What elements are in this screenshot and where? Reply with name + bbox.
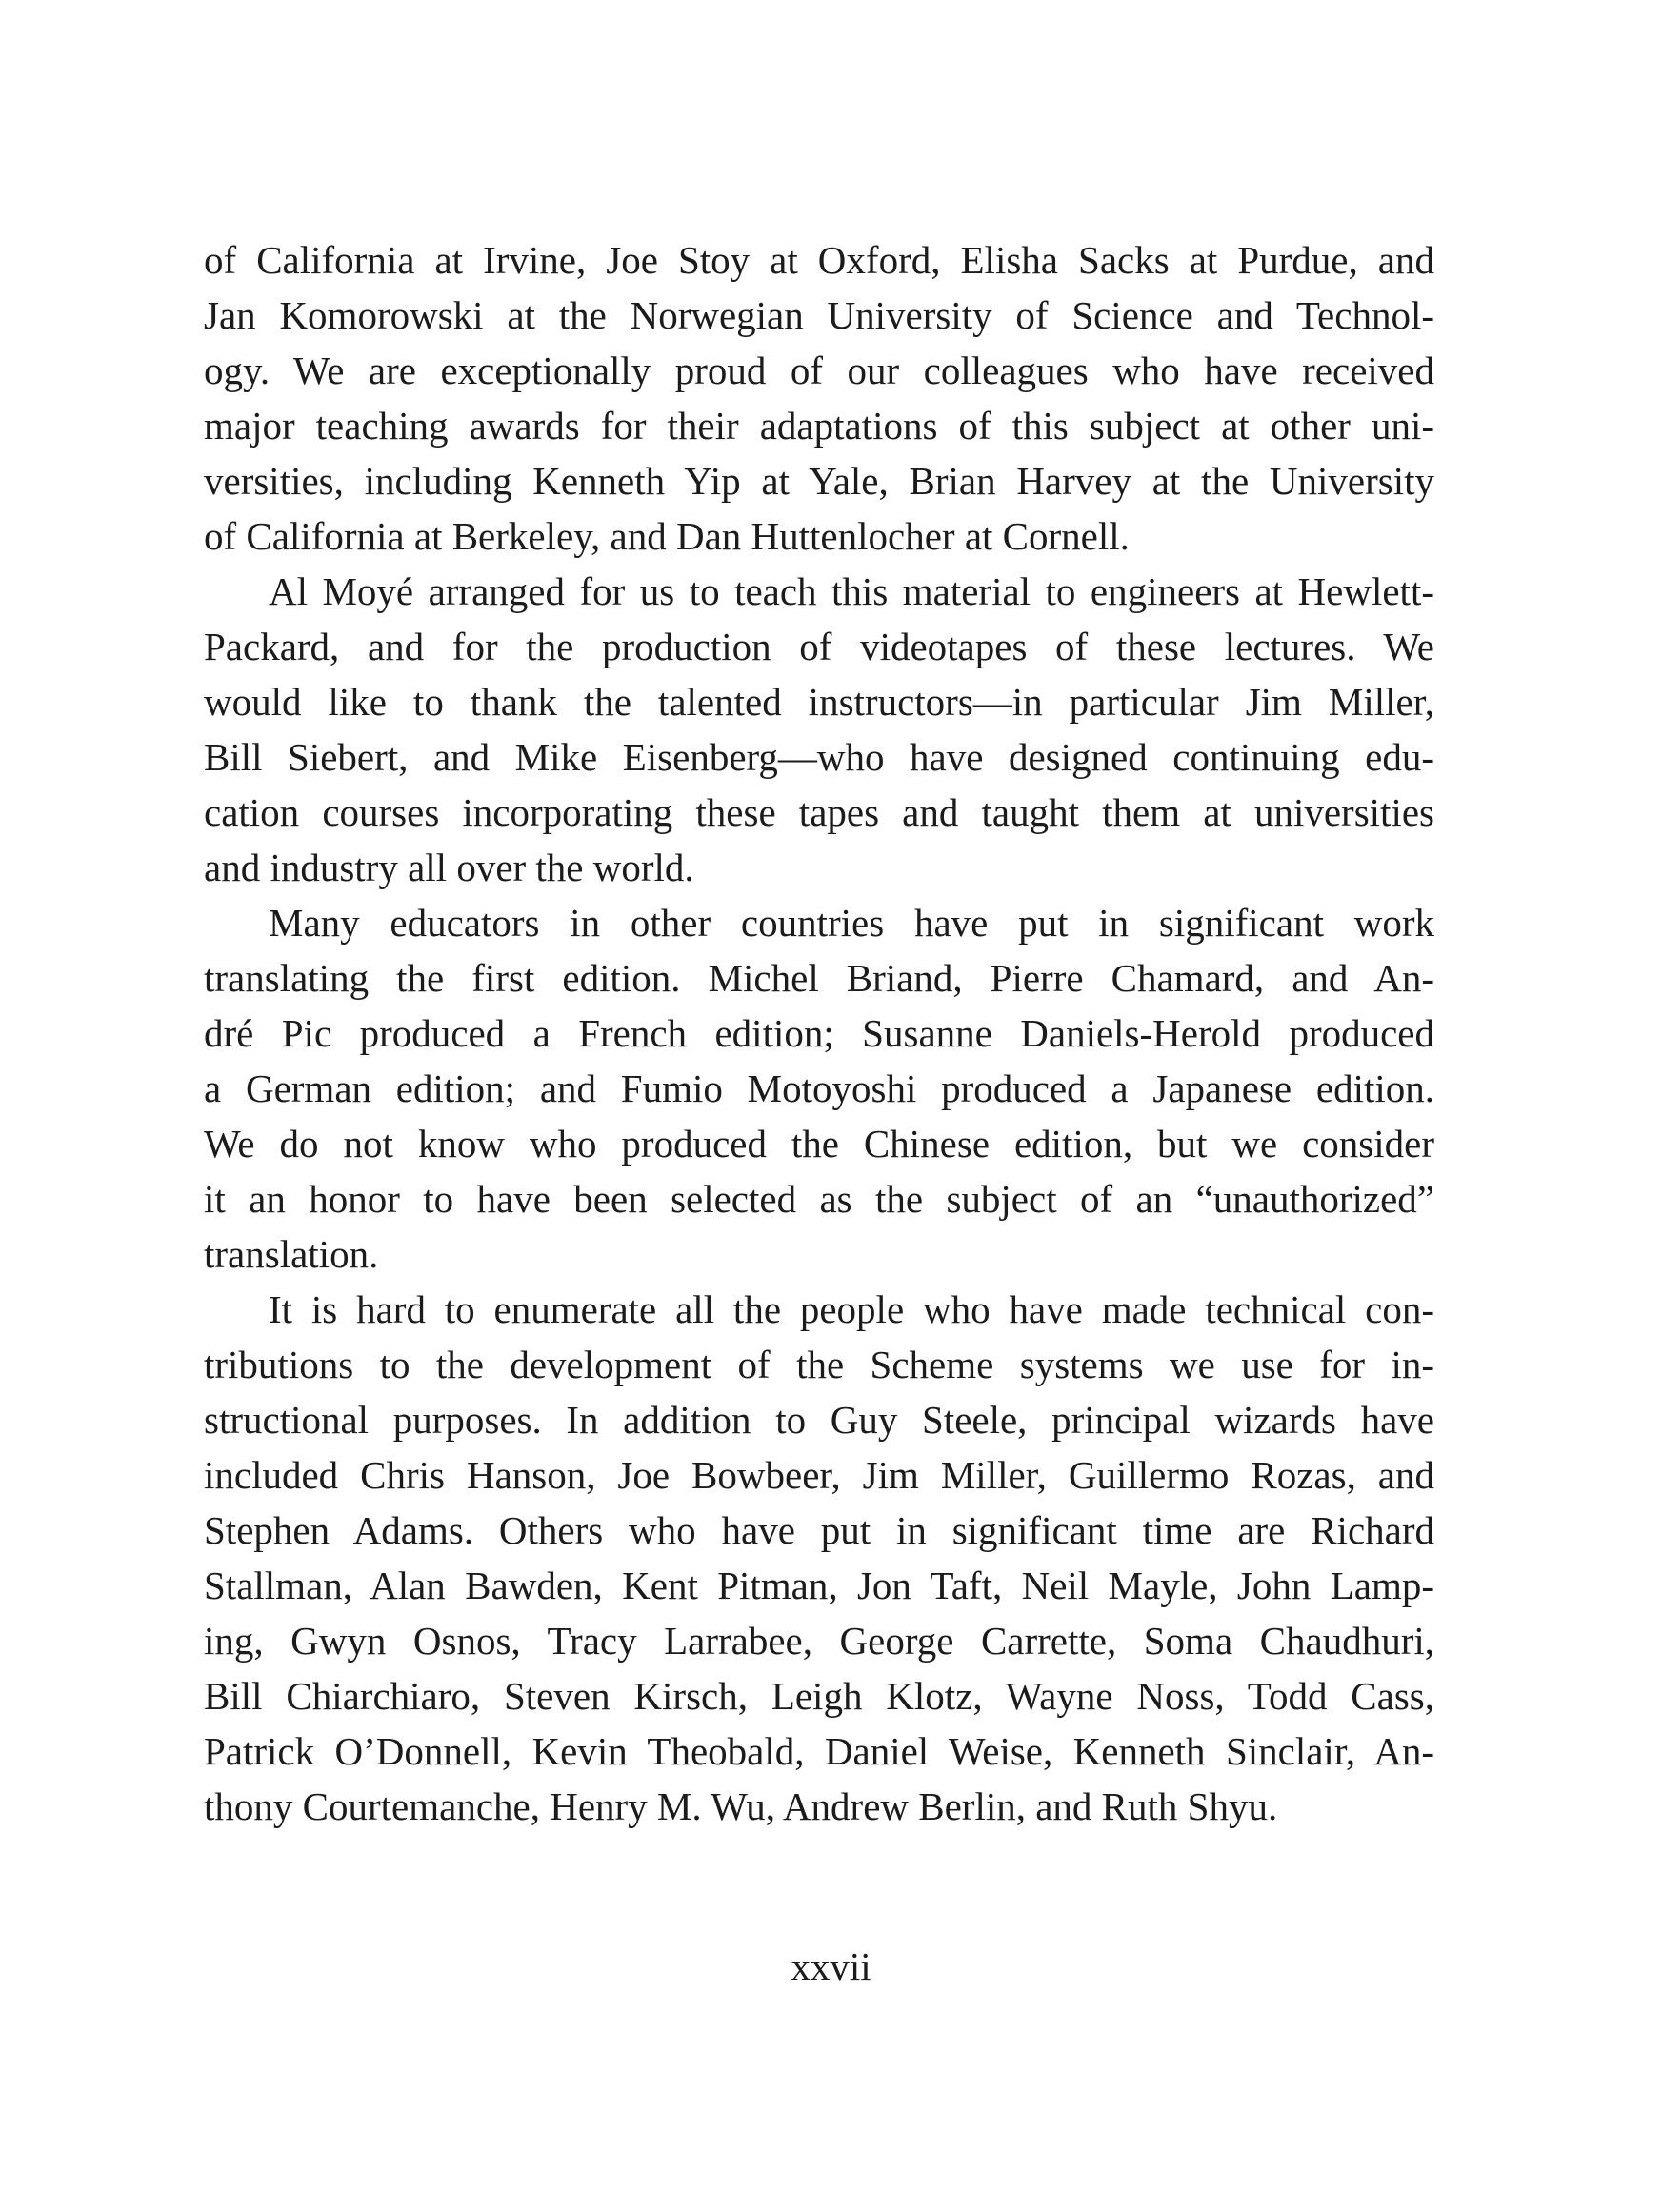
text-line: thony Courtemanche, Henry M. Wu, Andrew Berlin, and Ruth Shyu. — [204, 1784, 1278, 1828]
text-line: of California at Irvine, Joe Stoy at Oxford, Elisha Sacks at Purdue, and — [204, 238, 1434, 282]
text-line: translating the first edition. Michel Briand, Pierre Chamard, and An- — [204, 956, 1434, 1000]
text-line: translation. — [204, 1232, 379, 1276]
page-number: xxvii — [791, 1944, 871, 1988]
text-line: and industry all over the world. — [204, 846, 694, 889]
text-line: of California at Berkeley, and Dan Huttenlocher at Cornell. — [204, 514, 1130, 558]
text-line: Many educators in other countries have put in significant work — [269, 901, 1434, 945]
text-line: Stephen Adams. Others who have put in significant time are Richard — [204, 1508, 1434, 1552]
body-text — [204, 232, 1434, 1834]
text-line: would like to thank the talented instructors—in particular Jim Miller, — [204, 680, 1434, 724]
text-line: ing, Gwyn Osnos, Tracy Larrabee, George Carrette, Soma Chaudhuri, — [204, 1619, 1434, 1663]
text-line: It is hard to enumerate all the people who have made technical con- — [269, 1287, 1434, 1331]
text-line: Jan Komorowski at the Norwegian University of Science and Technol- — [204, 293, 1434, 337]
text-line: Bill Chiarchiaro, Steven Kirsch, Leigh Klotz, Wayne Noss, Todd Cass, — [204, 1674, 1434, 1718]
text-line: a German edition; and Fumio Motoyoshi produced a Japanese edition. — [204, 1066, 1434, 1110]
text-line: structional purposes. In addition to Guy Steele, principal wizards have — [204, 1398, 1434, 1442]
text-line: major teaching awards for their adaptations of this subject at other uni- — [204, 404, 1434, 448]
text-line: tributions to the development of the Scheme systems we use for in- — [204, 1343, 1434, 1386]
text-line: ogy. We are exceptionally proud of our colleagues who have received — [204, 349, 1434, 392]
text-line: included Chris Hanson, Joe Bowbeer, Jim Miller, Guillermo Rozas, and — [204, 1453, 1434, 1497]
text-line: Stallman, Alan Bawden, Kent Pitman, Jon Taft, Neil Mayle, John Lamp- — [204, 1564, 1434, 1607]
text-line: Patrick O’Donnell, Kevin Theobald, Daniel Weise, Kenneth Sinclair, An- — [204, 1729, 1434, 1773]
text-line: Al Moyé arranged for us to teach this material to engineers at Hewlett- — [269, 569, 1434, 613]
text-line: Bill Siebert, and Mike Eisenberg—who have designed continuing edu- — [204, 735, 1434, 779]
text-line: We do not know who produced the Chinese edition, but we consider — [204, 1122, 1434, 1166]
text-line: Packard, and for the production of videotapes of these lectures. We — [204, 625, 1434, 668]
text-line: dré Pic produced a French edition; Susanne Daniels-Herold produced — [204, 1011, 1434, 1055]
text-line: it an honor to have been selected as the subject of an “unauthorized” — [204, 1177, 1434, 1221]
text-line: versities, including Kenneth Yip at Yale, Brian Harvey at the University — [204, 459, 1434, 503]
text-line: cation courses incorporating these tapes and taught them at universities — [204, 790, 1434, 834]
